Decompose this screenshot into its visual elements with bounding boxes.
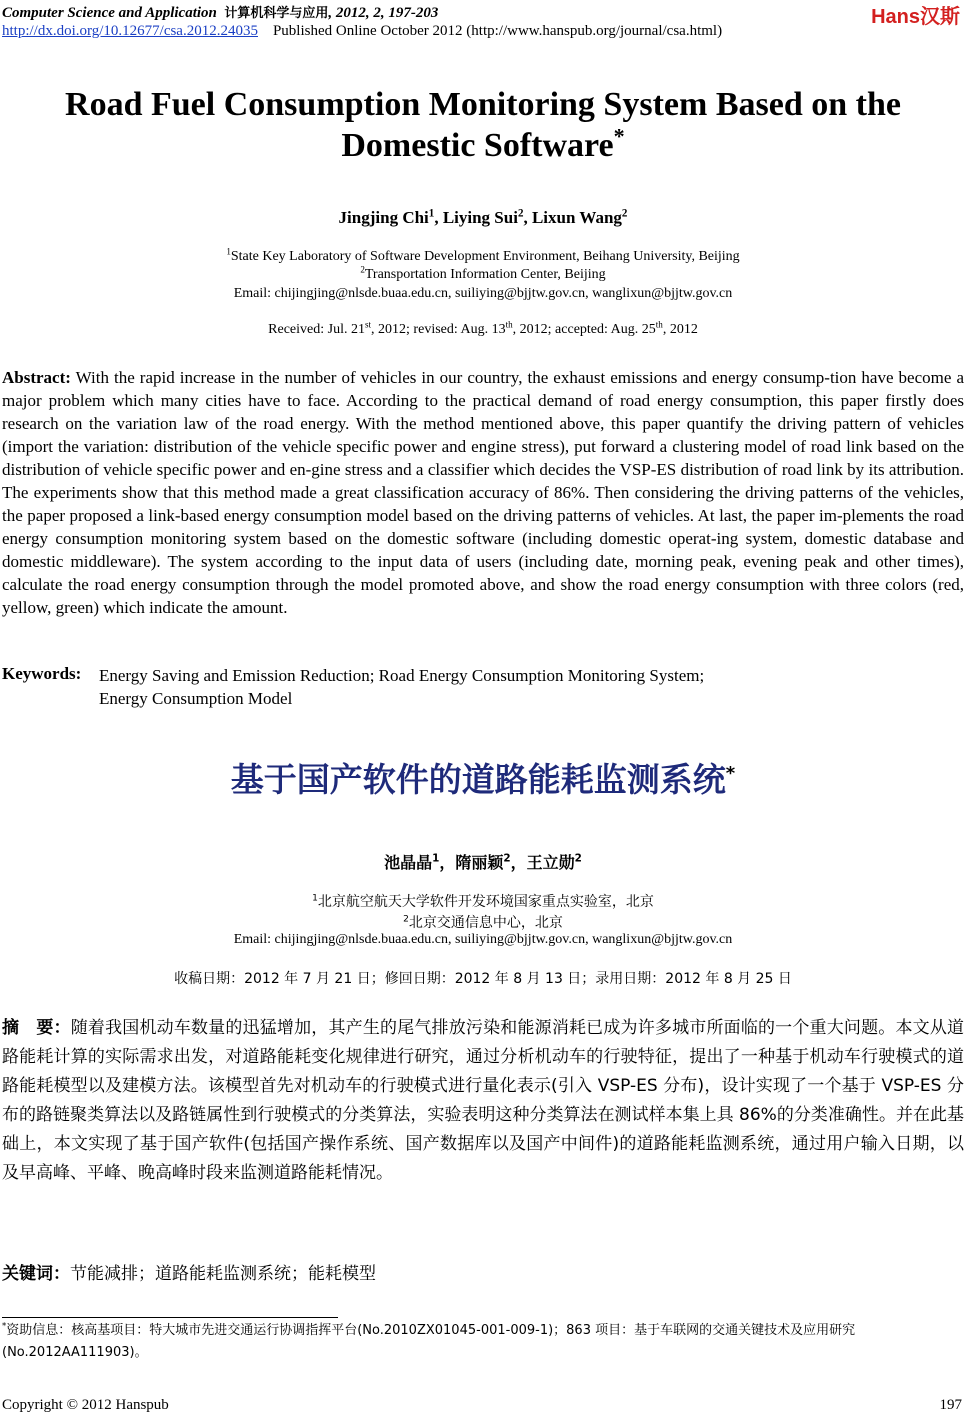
footnote-text: 资助信息：核高基项目：特大城市先进交通运行协调指挥平台(No.2010ZX01045-001-009-1)；863 项目：基于车联网的交通关键技术及应用研究(No.2012AA111903)。 (2, 1323, 856, 1360)
author-name: Liying Sui (442, 208, 518, 227)
doi-link[interactable]: http://dx.doi.org/10.12677/csa.2012.24035 (2, 23, 258, 39)
affiliation-sup: 2 (403, 914, 409, 925)
page-number: 197 (939, 1397, 962, 1413)
author-sup: 2 (503, 852, 511, 865)
title-footnote-mark: * (613, 123, 625, 149)
title-en-line2: Domestic Software (341, 127, 614, 164)
abstract-cn (2, 1014, 964, 1188)
date-sup: th (505, 319, 513, 330)
affiliation-text: 北京航空航天大学软件开发环境国家重点实验室，北京 (317, 894, 654, 910)
author-sep: ， (510, 853, 527, 872)
affiliation-cn-2 (0, 912, 966, 932)
title-cn-text: 基于国产软件的道路能耗监测系统 (230, 760, 726, 799)
accepted-year: , 2012 (662, 322, 698, 337)
published-online: Published Online October 2012 (http://www.hanspub.org/journal/csa.html) (272, 23, 723, 39)
revised: , 2012; revised: Aug. 13 (371, 322, 506, 337)
dates-cn: 收稿日期：2012 年 7 月 21 日；修回日期：2012 年 8 月 13 日；录用日期：2012 年 8 月 25 日 (174, 971, 792, 987)
author-sep: ， (439, 853, 456, 872)
keywords-cn (2, 1259, 376, 1284)
paper-title-en (0, 84, 966, 166)
keywords-label: Keywords: (2, 664, 82, 683)
journal-name-cn: 计算机科学与应用 (224, 6, 329, 21)
author-name: Jingjing Chi (338, 208, 429, 227)
keywords-cn-label: 关键词： (2, 1264, 70, 1284)
affiliation-1 (0, 246, 966, 265)
abstract-cn-label: 摘 要： (2, 1018, 71, 1038)
affiliation-cn-1 (0, 891, 966, 911)
affiliation-sup: 2 (360, 264, 365, 275)
dates-en (0, 319, 966, 338)
affiliation-sup: 1 (312, 893, 318, 904)
author-name: Lixun Wang (531, 208, 622, 227)
author-sep: , (523, 208, 532, 227)
affiliation-sup: 1 (226, 246, 231, 257)
author-sup: 2 (574, 852, 582, 865)
logo-text-cn: 汉斯 (920, 4, 960, 28)
publisher-logo (871, 0, 960, 29)
email-en: Email: chijingjing@nlsde.buaa.edu.cn, suiliying@bjjtw.gov.cn, wanglixun@bjjtw.gov.cn (233, 286, 733, 301)
journal-volume: , 2012, 2, 197-203 (328, 5, 439, 21)
author-sep: , (434, 208, 443, 227)
running-header (2, 2, 438, 22)
footnote-mark: * (2, 1320, 7, 1331)
author-sup: 2 (517, 207, 524, 220)
authors-cn (0, 850, 966, 873)
date-sup: st (364, 319, 372, 330)
abstract-label: Abstract: (2, 368, 71, 387)
paper-title-cn (0, 754, 966, 801)
affiliation-text: 北京交通信息中心，北京 (408, 915, 563, 931)
keywords-en (99, 664, 959, 710)
title-en-line1: Road Fuel Consumption Monitoring System Based on the (65, 86, 901, 123)
affiliation-text: State Key Laboratory of Software Development Environment, Beihang University, Beijing (230, 249, 740, 264)
logo-text-en: Hans (871, 6, 920, 28)
title-cn-footnote-mark: * (725, 763, 736, 784)
affiliation-text: Transportation Information Center, Beijing (364, 267, 606, 282)
author-name: 池晶晶 (384, 853, 433, 872)
funding-footnote (2, 1320, 964, 1364)
journal-name-en: Computer Science and Application (2, 5, 217, 21)
author-sup: 1 (428, 207, 435, 220)
accepted: , 2012; accepted: Aug. 25 (512, 322, 656, 337)
email-cn: Email: chijingjing@nlsde.buaa.edu.cn, suiliying@bjjtw.gov.cn, wanglixun@bjjtw.gov.cn (233, 932, 733, 947)
date-sup: th (655, 319, 663, 330)
abstract-text: With the rapid increase in the number of vehicles in our country, the exhaust emissions and energy consump-tion have become a major problem which many cities have to face. According to the practical demand of road energy consumption, this paper firstly does research on the variation law of the road energy. With the method mentioned above, this paper quantify the driving pattern of vehicles (import the variation: distribution of the vehicle specific power and engine stress), put forward a clustering model of road link based on the distribution of vehicle specific power and en-gine stress and a classifier which decides the VSP-ES distribution of road link by its attribution. The experiments show that this method made a great classification accuracy of 86%. Then considering the driving patterns of the vehicles, the paper proposed a link-based energy consumption model based on the driving patterns of vehicles. At last, the paper im-plements the road energy consumption monitoring system based on the domestic software (including domestic operat-ing system, domestic database and domestic middleware). The system according to the input data of users (including date, morning peak, evening peak and other times), calculate the road energy consumption through the model promoted above, and show the road energy consumption with three colors (red, yellow, green) which indicate the amount. (2, 368, 964, 617)
author-name: 王立勋 (526, 853, 575, 872)
doi-line (2, 23, 722, 40)
abstract-en (2, 366, 964, 619)
author-sup: 1 (432, 852, 440, 865)
authors-en (0, 208, 966, 228)
copyright: Copyright © 2012 Hanspub (2, 1397, 169, 1413)
abstract-cn-text: 随着我国机动车数量的迅猛增加，其产生的尾气排放污染和能源消耗已成为许多城市所面临的一个重大问题。本文从道路能耗计算的实际需求出发，对道路能耗变化规律进行研究，通过分析机动车的行驶特征，提出了一种基于机动车行驶模式的道路能耗模型以及建模方法。该模型首先对机动车的行驶模式进行量化表示(引入 VSP-ES 分布)，设计实现了一个基于 VSP-ES 分布的路链聚类算法以及路链属性到行驶模式的分类算法，实验表明这种分类算法在测试样本集上具 86%的分类准确性。并在此基础上，本文实现了基于国产软件(包括国产操作系统、国产数据库以及国产中间件)的道路能耗监测系统，通过用户输入日期，以及早高峰、平峰、晚高峰时段来监测道路能耗情况。 (2, 1018, 965, 1183)
keywords-line: Energy Consumption Model (99, 689, 293, 708)
keywords-line: Energy Saving and Emission Reduction; Road Energy Consumption Monitoring System; (99, 666, 705, 685)
received: Received: Jul. 21 (268, 322, 365, 337)
author-sup: 2 (621, 207, 628, 220)
footnote-divider (2, 1317, 338, 1318)
keywords-cn-text: 节能减排；道路能耗监测系统；能耗模型 (70, 1264, 376, 1284)
affiliation-2 (0, 264, 966, 283)
author-name: 隋丽颖 (455, 853, 504, 872)
